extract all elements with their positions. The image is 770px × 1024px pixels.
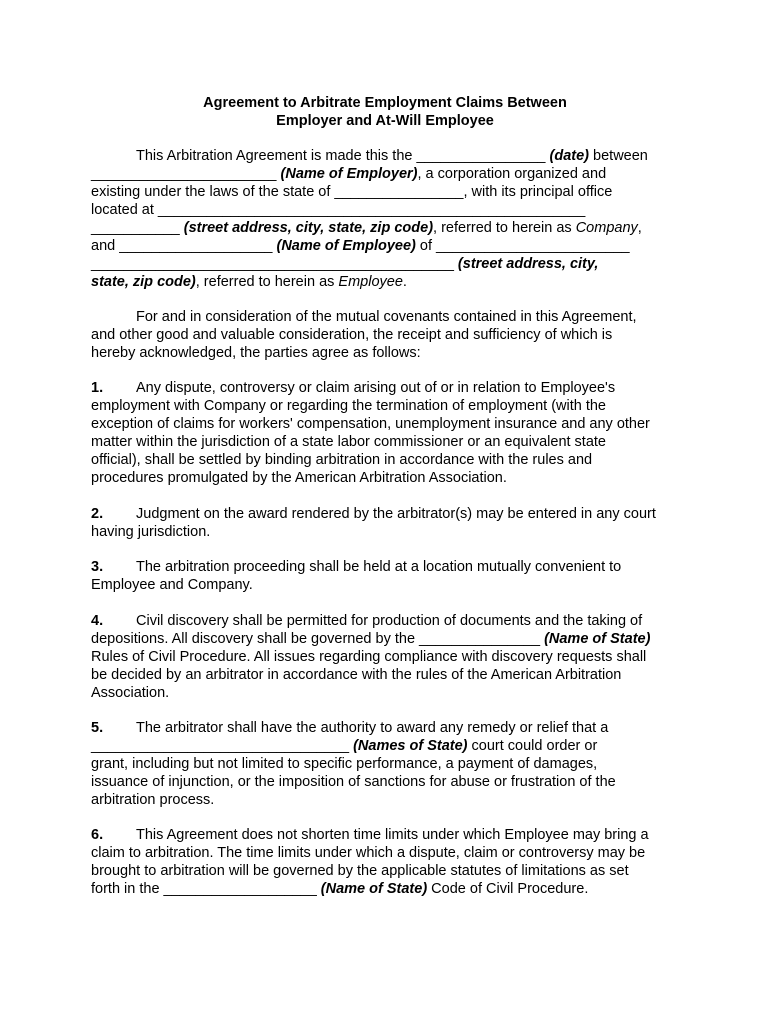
section-1-line-2: employment with Company or regarding the termination of employment (with the [91,398,606,414]
section-1-line-6: procedures promulgated by the American Arbitration Association. [91,470,507,486]
company-term: Company [575,220,638,236]
section-5-number: 5. [91,720,104,736]
section-4-line-1: Civil discovery shall be permitted for production of documents and the taking of [136,613,643,629]
section-4-line-4: be decided by an arbitrator in accordance with the rules of the American Arbitration [91,667,622,683]
consideration-line-2: and other good and valuable consideration, the receipt and sufficiency of which is [91,327,613,343]
address-field-label: state, zip code) [91,274,196,290]
intro-line-3: existing under the laws of the state of ________________, with its principal office [91,184,613,200]
title-line-1: Agreement to Arbitrate Employment Claims Between [203,95,567,111]
title-line-2: Employer and At-Will Employee [276,113,494,129]
text: and ___________________ [91,238,277,254]
section-2-line-2: having jurisdiction. [91,524,211,540]
text: depositions. All discovery shall be governed by the _______________ [91,631,545,647]
text: ___________ [91,220,184,236]
section-5-line-4: issuance of injunction, or the imposition of sanctions for abuse or frustration of the [91,774,616,790]
address-field-label: (street address, city, state, zip code) [183,220,434,236]
intro-line-6 [91,237,630,255]
section-5-line-3: grant, including but not limited to specific performance, a payment of damages, [91,756,598,772]
section-1-number: 1. [91,380,104,396]
employee-field-label: (Name of Employee) [276,238,416,254]
employee-term: Employee [338,274,403,290]
text: _______________________ [91,166,281,182]
text: between [589,148,648,164]
intro-line-4: located at _____________________________________________________ [91,202,586,218]
section-1-line-1: Any dispute, controversy or claim arising out of or in relation to Employee's [136,380,616,396]
intro-line-7 [91,255,598,273]
section-3-number: 3. [91,559,104,575]
section-6-line-1: This Agreement does not shorten time limits under which Employee may bring a [136,827,649,843]
section-5-line-2 [91,737,597,755]
section-1-line-5: official), shall be settled by binding arbitration in accordance with the rules and [91,452,593,468]
section-6-number: 6. [91,827,104,843]
section-4-line-3: Rules of Civil Procedure. All issues regarding compliance with discovery requests shall [91,649,647,665]
employer-field-label: (Name of Employer) [280,166,418,182]
section-6-line-4 [91,880,588,898]
text: ________________________________ [91,738,354,754]
text: _____________________________________________ [91,256,458,272]
text: , referred to herein as [433,220,576,236]
section-2-line-1: Judgment on the award rendered by the arbitrator(s) may be entered in any court [136,506,656,522]
section-4-line-2 [91,630,650,648]
date-field-label: (date) [549,148,590,164]
intro-line-2 [91,165,606,183]
state-field-label: (Name of State) [544,631,651,647]
text: Code of Civil Procedure. [427,881,589,897]
intro-line-8 [91,273,407,291]
consideration-line-1: For and in consideration of the mutual covenants contained in this Agreement, [136,309,637,325]
text: , a corporation organized and [417,166,607,182]
document-title [0,94,770,130]
intro-line-1 [136,147,648,165]
section-1-line-4: matter within the jurisdiction of a state labor commissioner or an equivalent state [91,434,606,450]
intro-line-5 [91,219,642,237]
text: . [402,274,407,290]
state-field-label: (Names of State) [353,738,468,754]
section-5-line-1: The arbitrator shall have the authority to award any remedy or relief that a [136,720,609,736]
text: forth in the ___________________ [91,881,321,897]
section-3-line-2: Employee and Company. [91,577,253,593]
text: , referred to herein as [195,274,339,290]
address-field-label: (street address, city, [457,256,599,272]
consideration-line-3: hereby acknowledged, the parties agree as follows: [91,345,421,361]
section-1-line-3: exception of claims for workers' compensation, unemployment insurance and any other [91,416,650,432]
section-3-line-1: The arbitration proceeding shall be held at a location mutually convenient to [136,559,622,575]
section-5-line-5: arbitration process. [91,792,215,808]
text: , [637,220,642,236]
text: This Arbitration Agreement is made this the ________________ [136,148,550,164]
section-6-line-3: brought to arbitration will be governed by the applicable statutes of limitations as set [91,863,629,879]
section-4-line-5: Association. [91,685,170,701]
state-field-label: (Name of State) [320,881,428,897]
section-6-line-2: claim to arbitration. The time limits under which a dispute, claim or controversy may be [91,845,646,861]
text: of ________________________ [415,238,630,254]
text: court could order or [467,738,598,754]
section-2-number: 2. [91,506,104,522]
section-4-number: 4. [91,613,104,629]
